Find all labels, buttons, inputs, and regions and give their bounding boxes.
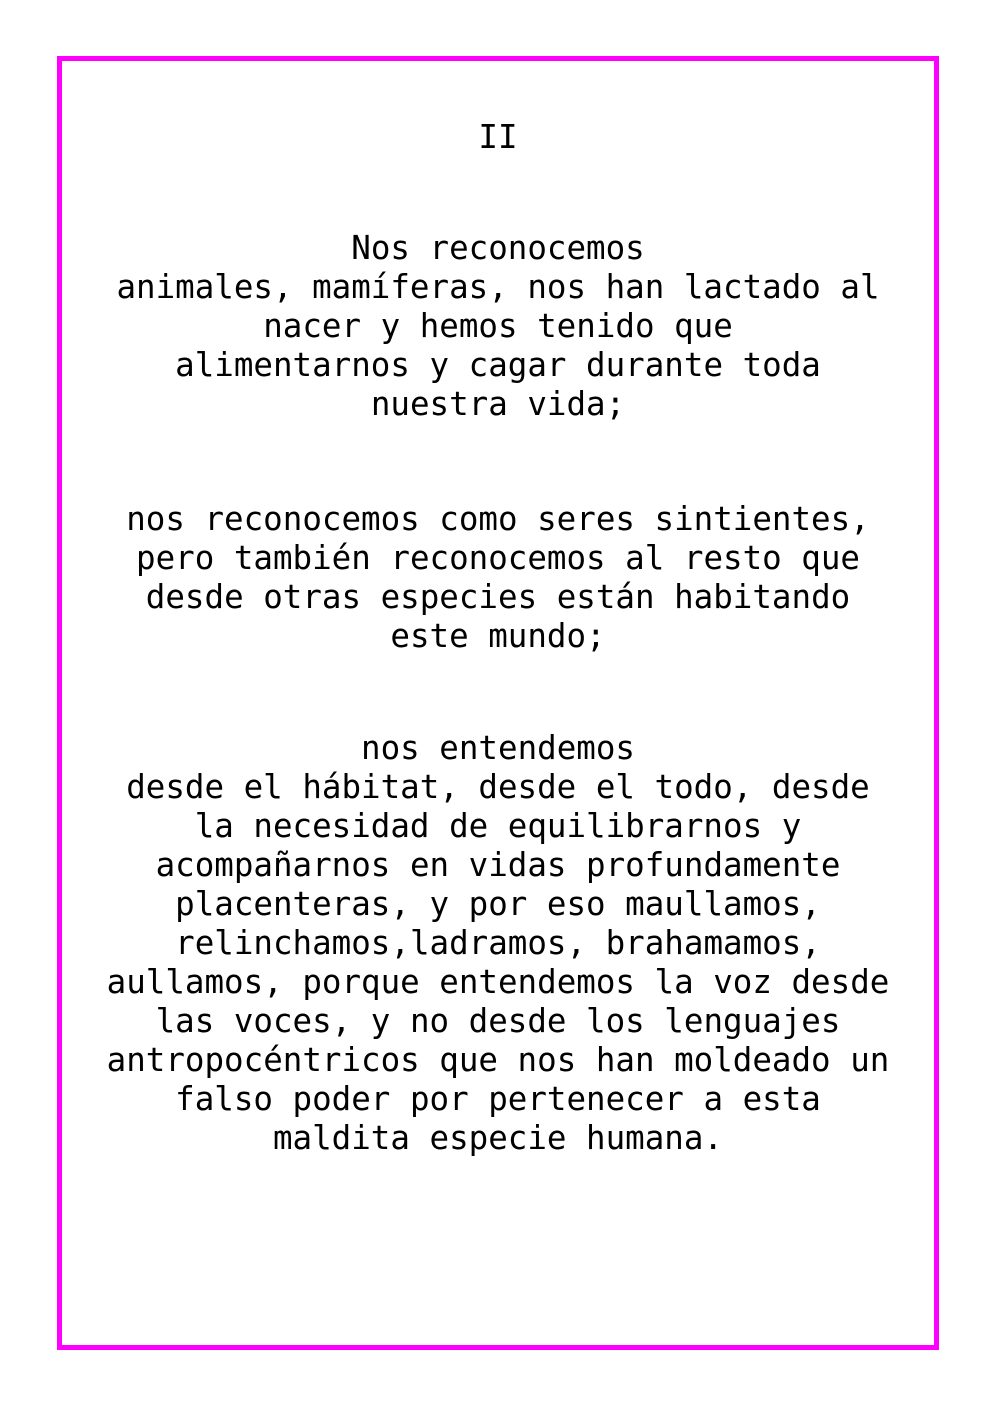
stanza-3 [62,729,934,1158]
stanza-line: antropocéntricos que nos han moldeado un [106,1041,890,1079]
page-border-frame [57,56,939,1350]
stanza-line: Nos reconocemos [351,229,645,267]
stanza-line: nuestra vida; [370,385,626,423]
stanza-line: animales, mamíferas, nos han lactado al [116,268,880,306]
stanza-line: acompañarnos en vidas profundamente [155,846,841,884]
stanza-line: falso poder por pertenecer a esta [175,1080,821,1118]
stanza-line: la necesidad de equilibrarnos y [194,807,802,845]
stanza-line: pero también reconocemos al resto que [136,539,860,577]
stanza-line: desde otras especies están habitando [145,578,851,616]
stanza-line: aullamos, porque entendemos la voz desde [106,963,890,1001]
stanza-line: alimentarnos y cagar durante toda [175,346,821,384]
stanza-1 [62,229,934,424]
stanza-line: las voces, y no desde los lenguajes [155,1002,841,1040]
stanza-line: desde el hábitat, desde el todo, desde [126,768,870,806]
stanza-2 [62,500,934,656]
stanza-line: nos reconocemos como seres sintientes, [126,500,870,538]
section-heading: II [478,118,518,156]
stanza-line: placenteras, y por eso maullamos, [175,885,821,923]
stanza-line: maldita especie humana. [272,1119,724,1157]
stanza-line: nacer y hemos tenido que [263,307,733,345]
stanza-line: este mundo; [390,617,606,655]
stanza-line: relinchamos,ladramos, brahamamos, [175,924,821,962]
stanza-line: nos entendemos [361,729,635,767]
